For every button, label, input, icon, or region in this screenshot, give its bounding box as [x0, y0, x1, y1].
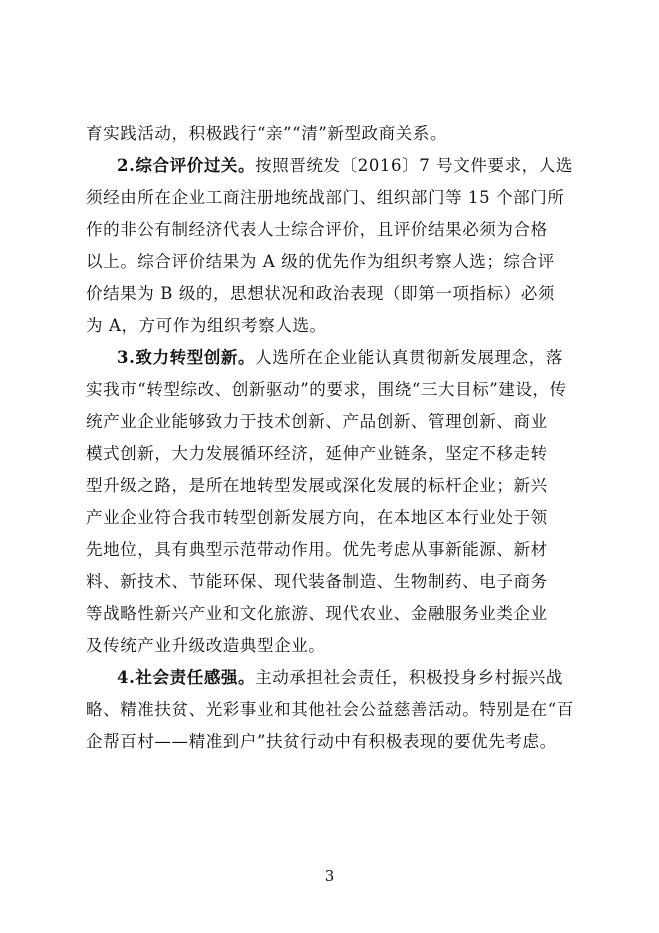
heading-social-responsibility: 4.社会责任感强。: [117, 668, 256, 687]
paragraph-2-line-6: 为 A，方可作为组织考察人选。: [86, 316, 327, 335]
paragraph-3-line-2: 实我市“转型综改、创新驱动”的要求，围绕“三大目标”建设，传: [86, 380, 567, 399]
paragraph-4-line-3: 企帮百村——精准到户”扶贫行动中有积极表现的要优先考虑。: [86, 732, 557, 751]
paragraph-2-line-1: 2.综合评价过关。按照晋统发〔2016〕7 号文件要求，人选: [117, 156, 573, 175]
paragraph-3-line-10: 及传统产业升级改造典型企业。: [86, 636, 326, 655]
page-number: 3: [324, 867, 335, 885]
paragraph-1-line-1: 育实践活动，积极践行“亲”“清”新型政商关系。: [86, 124, 448, 143]
paragraph-3-line-6: 产业企业符合我市转型创新发展方向，在本地区本行业处于领: [86, 508, 548, 527]
paragraph-2-line-2: 须经由所在企业工商注册地统战部门、组织部门等 15 个部门所: [86, 188, 565, 207]
paragraph-3-line-4: 模式创新，大力发展循环经济，延伸产业链条，坚定不移走转: [86, 444, 548, 463]
heading-transformation-innovation: 3.致力转型创新。: [117, 348, 256, 367]
paragraph-3-line-3: 统产业企业能够致力于技术创新、产品创新、管理创新、商业: [86, 412, 548, 431]
paragraph-3-line-7: 先地位，具有典型示范带动作用。优先考虑从事新能源、新材: [86, 540, 548, 559]
paragraph-4-line-1: 4.社会责任感强。主动承担社会责任，积极投身乡村振兴战: [117, 668, 563, 687]
paragraph-2-line-3: 作的非公有制经济代表人士综合评价，且评价结果必须为合格: [86, 220, 548, 239]
paragraph-3-line-5: 型升级之路，是所在地转型发展或深化发展的标杆企业；新兴: [86, 476, 548, 495]
paragraph-4-line-2: 略、精准扶贫、光彩事业和其他社会公益慈善活动。特别是在“百: [86, 700, 574, 719]
heading-comprehensive-evaluation: 2.综合评价过关。: [117, 156, 256, 175]
paragraph-2-line-4: 以上。综合评价结果为 A 级的优先作为组织考察人选；综合评: [86, 252, 555, 271]
paragraph-2-line-5: 价结果为 B 级的，思想状况和政治表现（即第一项指标）必须: [86, 284, 556, 303]
paragraph-3-line-9: 等战略性新兴产业和文化旅游、现代农业、金融服务业类企业: [86, 604, 548, 623]
paragraph-3-line-1: 3.致力转型创新。人选所在企业能认真贯彻新发展理念，落: [117, 348, 563, 367]
paragraph-3-line-8: 料、新技术、节能环保、现代装备制造、生物制药、电子商务: [86, 572, 548, 591]
